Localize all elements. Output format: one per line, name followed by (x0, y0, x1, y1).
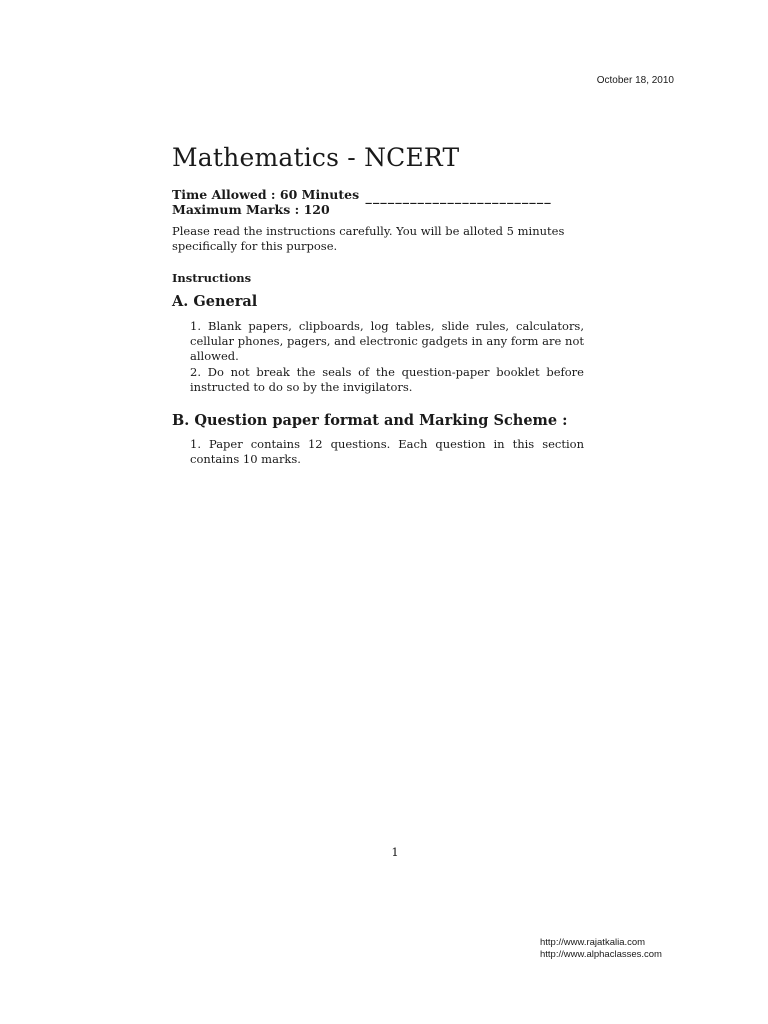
footer-link-alphaclasses: http://www.alphaclasses.com (540, 949, 662, 960)
section-b-heading: B. Question paper format and Marking Scheme : (172, 412, 568, 429)
exam-meta (172, 187, 552, 217)
instructions-heading: Instructions (172, 271, 252, 285)
section-a-item-2: 2. Do not break the seals of the question-paper booklet before instructed to do so by the invigilators. (190, 365, 584, 394)
intro-paragraph: Please read the instructions carefully. You will be alloted 5 minutes specifically for this purpose. (172, 224, 565, 253)
page-number: 1 (391, 845, 399, 859)
name-blank-line: _________________________ (365, 189, 552, 204)
section-b-item-1: 1. Paper contains 12 questions. Each question in this section contains 10 marks. (190, 437, 584, 466)
time-allowed: Time Allowed : 60 Minutes (172, 187, 360, 202)
time-allowed-row (172, 187, 552, 202)
section-a-heading: A. General (172, 293, 258, 310)
footer-link-rajatkalia: http://www.rajatkalia.com (540, 937, 646, 948)
document-date: October 18, 2010 (596, 75, 674, 86)
section-a-item-1: 1. Blank papers, clipboards, log tables, slide rules, calculators, cellular phones, pagers, and electronic gadgets in any form are not allowed. (190, 319, 584, 363)
footer-links (540, 937, 662, 961)
maximum-marks: Maximum Marks : 120 (172, 202, 330, 217)
document-title: Mathematics - NCERT (172, 143, 460, 172)
